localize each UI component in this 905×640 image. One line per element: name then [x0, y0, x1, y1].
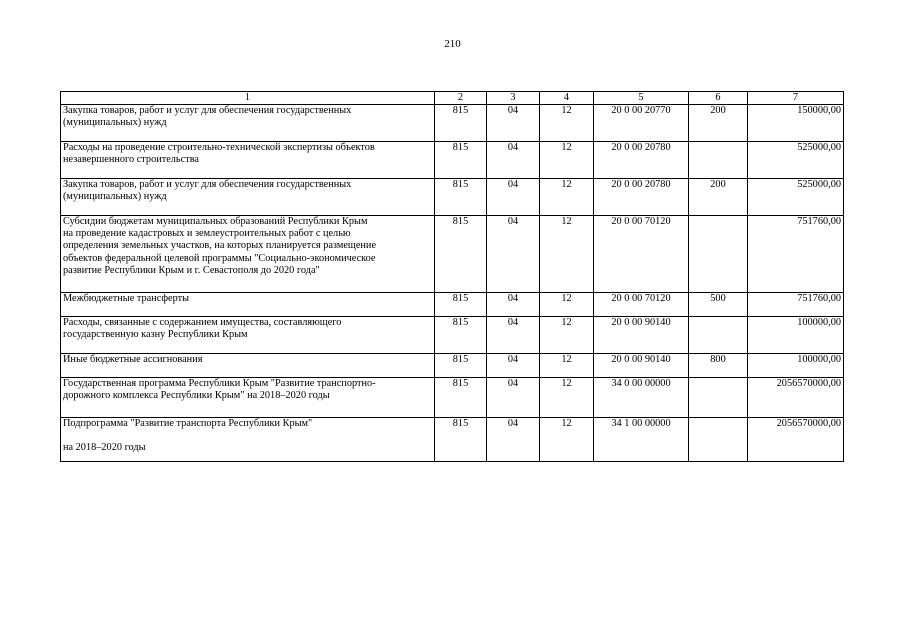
column-6-cell	[689, 317, 748, 354]
column-4-cell: 12	[540, 142, 594, 179]
amount-cell: 100000,00	[748, 317, 844, 354]
table-row	[61, 142, 844, 179]
row-name-line: Расходы, связанные с содержанием имущества, составляющего	[63, 317, 342, 328]
page-number: 210	[444, 38, 461, 50]
column-4-cell: 12	[540, 179, 594, 216]
amount-cell: 2056570000,00	[748, 378, 844, 418]
column-6-cell: 200	[689, 105, 748, 142]
column-5-cell: 20 0 00 20780	[594, 179, 689, 216]
column-5-cell: 20 0 00 20780	[594, 142, 689, 179]
row-name-cell	[61, 378, 435, 418]
column-5-cell: 20 0 00 90140	[594, 317, 689, 354]
column-3-cell: 04	[487, 293, 540, 317]
column-2-cell: 815	[435, 216, 487, 293]
column-5-cell: 20 0 00 20770	[594, 105, 689, 142]
column-6-cell: 800	[689, 354, 748, 378]
row-name-cell	[61, 142, 435, 179]
row-name-line: на 2018–2020 годы	[63, 442, 146, 454]
column-4-cell: 12	[540, 105, 594, 142]
row-name-line: Расходы на проведение строительно-технической экспертизы объектов	[63, 142, 375, 153]
column-header-6: 6	[689, 92, 748, 105]
column-2-cell: 815	[435, 293, 487, 317]
amount-cell: 100000,00	[748, 354, 844, 378]
column-header-1: 1	[61, 92, 435, 105]
column-header-5: 5	[594, 92, 689, 105]
column-3-cell: 04	[487, 105, 540, 142]
column-3-cell: 04	[487, 418, 540, 462]
column-2-cell: 815	[435, 105, 487, 142]
row-name-line: (муниципальных) нужд	[63, 117, 167, 129]
row-name-line: развитие Республики Крым и г. Севастополя до 2020 года"	[63, 264, 320, 276]
amount-cell: 525000,00	[748, 179, 844, 216]
column-header-2: 2	[435, 92, 487, 105]
column-header-3: 3	[487, 92, 540, 105]
row-name-cell	[61, 354, 435, 378]
row-name-line: определения земельных участков, на которых планируется размещение	[63, 240, 377, 252]
row-name-cell	[61, 293, 435, 317]
column-6-cell	[689, 418, 748, 462]
column-4-cell: 12	[540, 378, 594, 418]
table-row	[61, 105, 844, 142]
column-5-cell: 34 0 00 00000	[594, 378, 689, 418]
column-5-cell: 20 0 00 70120	[594, 293, 689, 317]
row-name-line: Субсидии бюджетам муниципальных образований Республики Крым	[63, 216, 368, 227]
column-6-cell	[689, 378, 748, 418]
row-name-line: незавершенного строительства	[63, 154, 199, 166]
column-6-cell: 500	[689, 293, 748, 317]
row-name-cell	[61, 216, 435, 293]
table-row	[61, 293, 844, 317]
column-4-cell: 12	[540, 418, 594, 462]
row-name-cell	[61, 317, 435, 354]
column-header-4: 4	[540, 92, 594, 105]
column-3-cell: 04	[487, 216, 540, 293]
row-name-cell	[61, 105, 435, 142]
table-row	[61, 418, 844, 462]
row-name-cell	[61, 418, 435, 462]
column-6-cell	[689, 142, 748, 179]
amount-cell: 2056570000,00	[748, 418, 844, 462]
column-2-cell: 815	[435, 317, 487, 354]
row-name-line: (муниципальных) нужд	[63, 191, 167, 203]
row-name-line: Закупка товаров, работ и услуг для обеспечения государственных	[63, 105, 352, 116]
column-4-cell: 12	[540, 293, 594, 317]
column-5-cell: 20 0 00 90140	[594, 354, 689, 378]
row-name-line: Государственная программа Республики Крым "Развитие транспортно-	[63, 378, 376, 389]
column-2-cell: 815	[435, 354, 487, 378]
amount-cell: 150000,00	[748, 105, 844, 142]
column-3-cell: 04	[487, 179, 540, 216]
column-6-cell	[689, 216, 748, 293]
column-3-cell: 04	[487, 354, 540, 378]
column-6-cell: 200	[689, 179, 748, 216]
column-5-cell: 20 0 00 70120	[594, 216, 689, 293]
column-3-cell: 04	[487, 378, 540, 418]
row-name-line: на проведение кадастровых и землеустроительных работ с целью	[63, 228, 351, 240]
column-3-cell: 04	[487, 142, 540, 179]
column-2-cell: 815	[435, 378, 487, 418]
column-header-7: 7	[748, 92, 844, 105]
row-name-line: объектов федеральной целевой программы "Социально-экономическое	[63, 252, 376, 264]
budget-table	[60, 91, 844, 462]
table-row	[61, 216, 844, 293]
table-row	[61, 317, 844, 354]
column-3-cell: 04	[487, 317, 540, 354]
row-name-cell	[61, 179, 435, 216]
column-5-cell: 34 1 00 00000	[594, 418, 689, 462]
table-row	[61, 179, 844, 216]
table-row	[61, 354, 844, 378]
row-name-line: Подпрограмма "Развитие транспорта Республики Крым"	[63, 418, 313, 429]
amount-cell: 525000,00	[748, 142, 844, 179]
amount-cell: 751760,00	[748, 216, 844, 293]
header-row	[61, 92, 844, 105]
row-name-line: Межбюджетные трансферты	[63, 293, 190, 304]
table-row	[61, 378, 844, 418]
row-name-line: дорожного комплекса Республики Крым" на 2018–2020 годы	[63, 390, 330, 402]
row-name-line: Иные бюджетные ассигнования	[63, 354, 203, 365]
row-name-line: государственную казну Республики Крым	[63, 329, 248, 341]
line-gap	[63, 430, 432, 442]
column-4-cell: 12	[540, 354, 594, 378]
amount-cell: 751760,00	[748, 293, 844, 317]
row-name-line: Закупка товаров, работ и услуг для обеспечения государственных	[63, 179, 352, 190]
column-4-cell: 12	[540, 317, 594, 354]
column-2-cell: 815	[435, 418, 487, 462]
column-2-cell: 815	[435, 142, 487, 179]
column-4-cell: 12	[540, 216, 594, 293]
column-2-cell: 815	[435, 179, 487, 216]
